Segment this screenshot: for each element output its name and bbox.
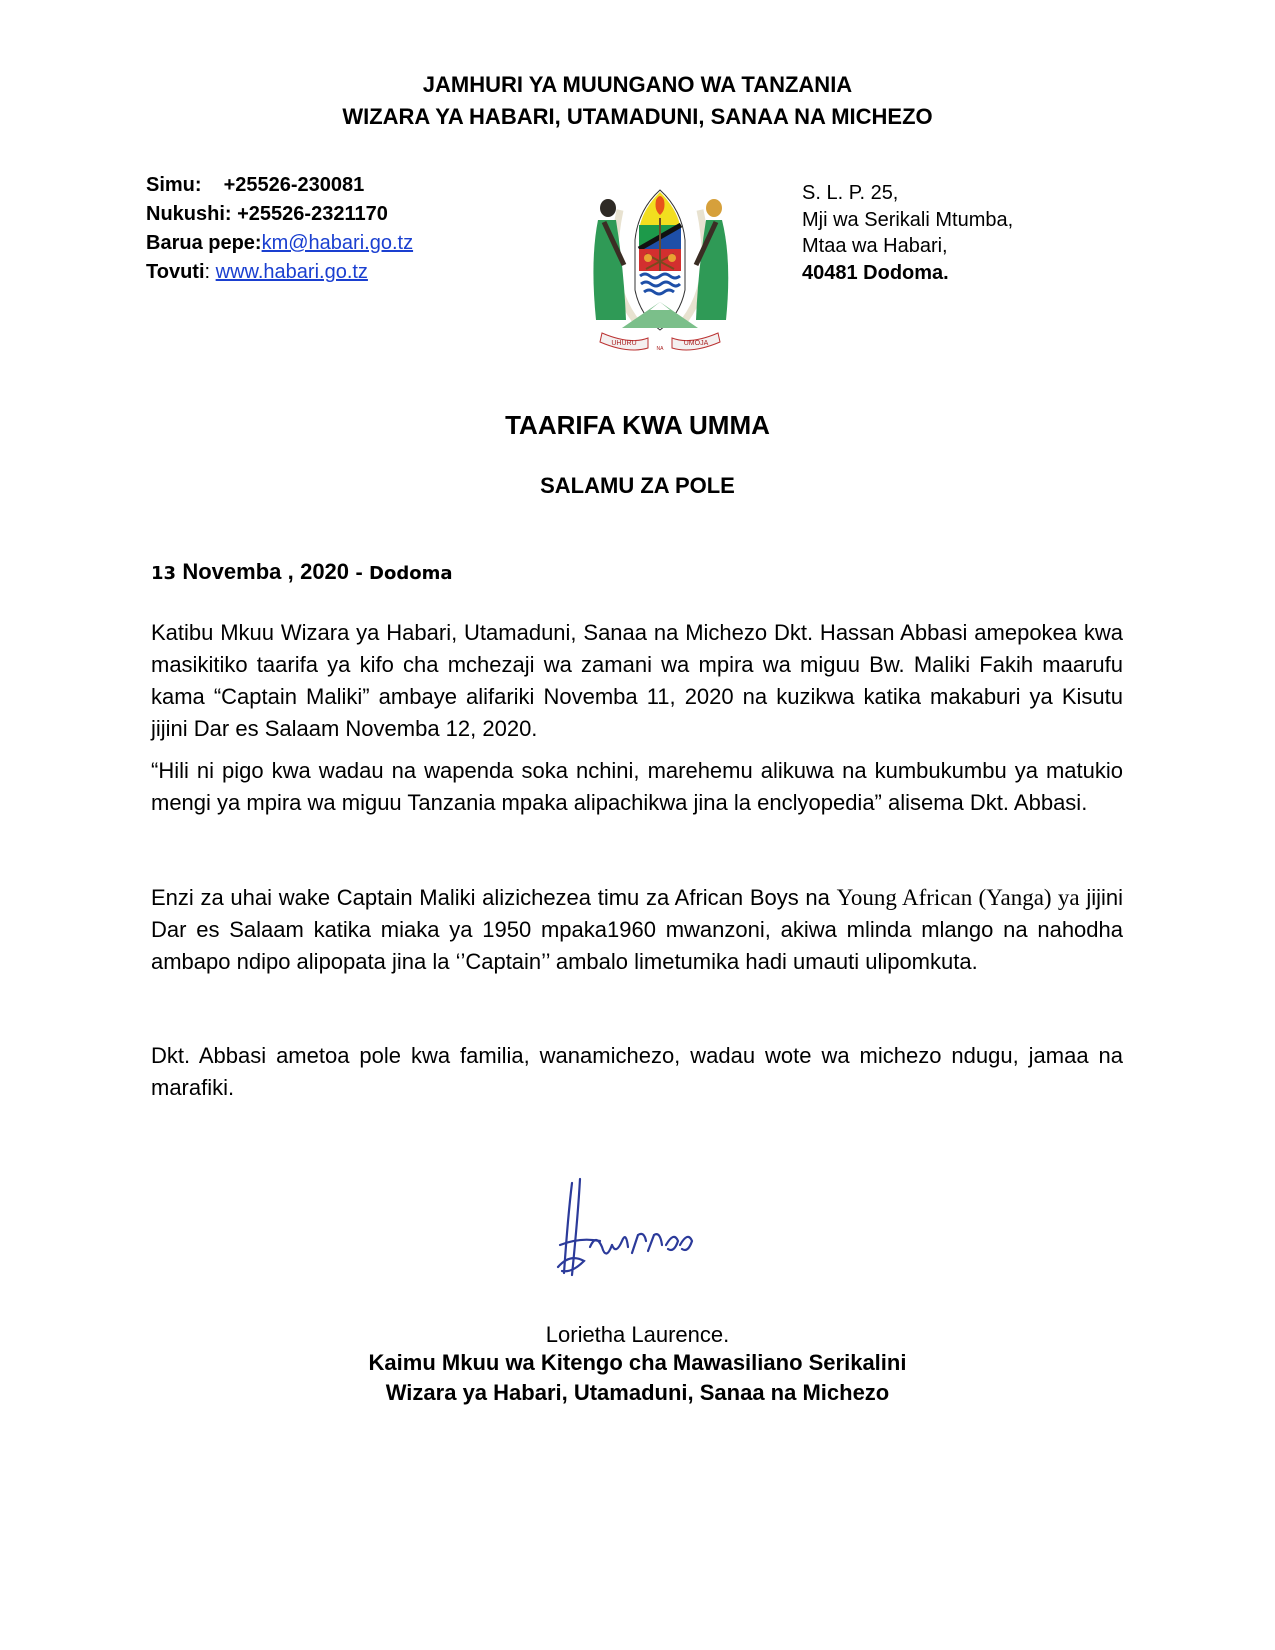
fax-label: Nukushi: xyxy=(146,203,232,225)
paragraph-4: Dkt. Abbasi ametoa pole kwa familia, wanamichezo, wadau wote wa michezo ndugu, jamaa na marafiki. xyxy=(151,1043,1123,1100)
emblem-graphic xyxy=(580,170,740,355)
date-day: 13 xyxy=(151,563,177,584)
paragraph-3 xyxy=(151,882,1123,978)
address-block xyxy=(802,180,1013,286)
date-place: - Dodoma xyxy=(355,563,453,584)
phone-value: +25526-230081 xyxy=(223,174,365,196)
email-link[interactable]: km@habari.go.tz xyxy=(261,232,414,254)
address-line-3: Mtaa wa Habari, xyxy=(802,235,948,257)
phone-label: Simu: xyxy=(146,174,202,196)
paragraph-3-part-1: Enzi za uhai wake Captain Maliki alizichezea timu za African Boys na xyxy=(151,885,837,910)
document-subtitle: SALAMU ZA POLE xyxy=(540,473,735,498)
contact-fax xyxy=(146,200,413,229)
contact-email xyxy=(146,229,413,258)
signatory-title: Kaimu Mkuu wa Kitengo cha Mawasiliano Serikalini xyxy=(368,1350,907,1375)
paragraph-2: “Hili ni pigo kwa wadau na wapenda soka nchini, marehemu alikuwa na kumbukumbu ya matukio mengi ya mpira wa miguu Tanzania mpaka alipachikwa jina la enclyopedia” alisema Dkt. Abbasi. xyxy=(151,758,1123,815)
paragraph-3-part-2: jijini Dar es Salaam katika miaka ya 1950 mpaka1960 mwanzoni, akiwa mlinda mlango na nahodha ambapo ndipo alipopata jina la ‘’Captain’’ ambalo limetumika hadi umauti ulipomkuta. xyxy=(151,885,1123,974)
handwritten-signature xyxy=(550,1175,720,1285)
fax-value: +25526-2321170 xyxy=(237,203,388,225)
paragraph-3-team-name: Young African (Yanga) ya xyxy=(836,885,1080,910)
email-label: Barua pepe: xyxy=(146,232,262,254)
signatory-name: Lorietha Laurence. xyxy=(545,1322,730,1347)
header-ministry: WIZARA YA HABARI, UTAMADUNI, SANAA NA MICHEZO xyxy=(342,104,933,129)
ribbon-text-middle: NA xyxy=(656,346,664,352)
ribbon-text-left: UHURU xyxy=(611,340,637,347)
date-year: 2020 xyxy=(300,559,350,584)
header-country: JAMHURI YA MUUNGANO WA TANZANIA xyxy=(422,72,853,97)
dateline xyxy=(151,559,453,585)
coat-of-arms-emblem xyxy=(580,170,740,355)
document-title: TAARIFA KWA UMMA xyxy=(505,410,770,440)
address-line-4: 40481 Dodoma. xyxy=(802,261,949,284)
website-label: Tovuti xyxy=(146,261,205,283)
date-month: Novemba xyxy=(182,559,282,584)
ribbon-text-right: UMOJA xyxy=(683,340,709,347)
signatory-ministry: Wizara ya Habari, Utamaduni, Sanaa na Michezo xyxy=(385,1380,890,1405)
signature-graphic xyxy=(550,1175,720,1285)
paragraph-1: Katibu Mkuu Wizara ya Habari, Utamaduni, Sanaa na Michezo Dkt. Hassan Abbasi amepokea kwa masikitiko taarifa ya kifo cha mchezaji wa zamani wa mpira wa miguu Bw. Maliki Fakih maarufu kama “Captain Maliki” ambaye alifariki Novemba 11, 2020 na kuzikwa katika makaburi ya Kisutu jijini Dar es Salaam Novemba 12, 2020. xyxy=(151,620,1123,741)
contact-website: Tovuti: www.habari.go.tz xyxy=(146,261,368,283)
contact-phone xyxy=(146,171,413,200)
website-link[interactable]: www.habari.go.tz xyxy=(215,261,368,283)
contact-block xyxy=(146,171,413,287)
address-line-2: Mji wa Serikali Mtumba, xyxy=(802,208,1014,231)
date-separator: , xyxy=(287,559,294,584)
address-line-1: S. L. P. 25, xyxy=(802,182,899,204)
